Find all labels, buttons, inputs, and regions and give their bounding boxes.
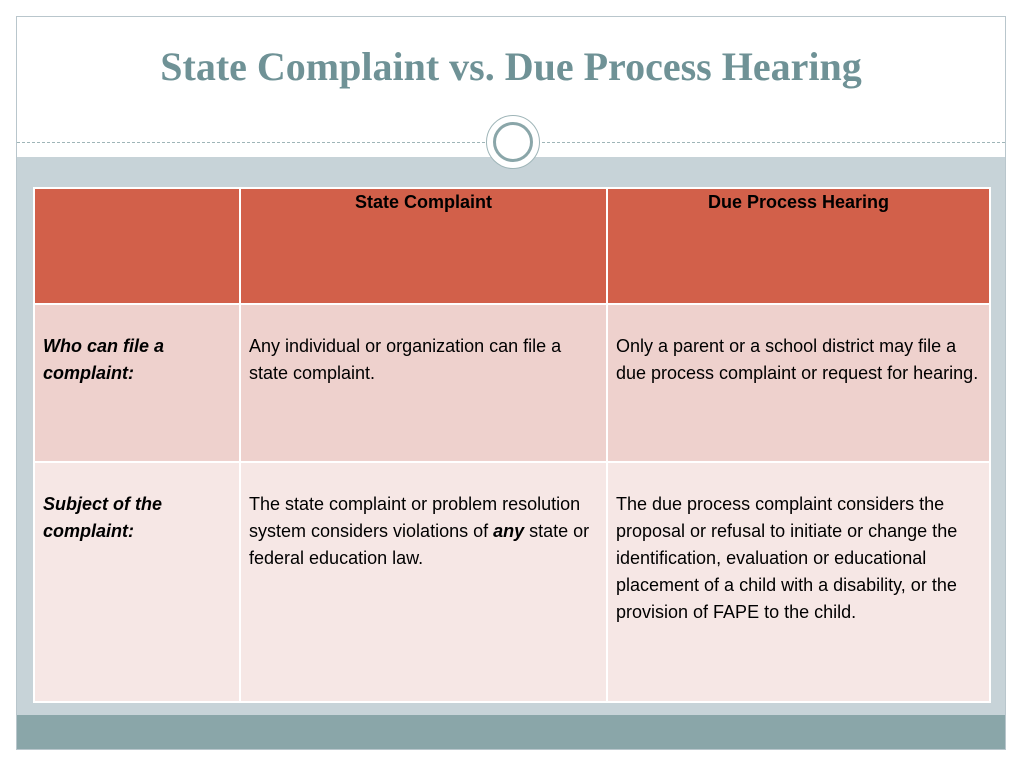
table-header-empty [34, 188, 240, 304]
table-cell-state [240, 462, 607, 702]
state-subject-emphasis: any [493, 521, 525, 541]
row-label-subject: Subject of the complaint: [43, 494, 163, 541]
table-header-state-complaint: State Complaint [240, 188, 607, 304]
bottom-band [17, 715, 1005, 749]
table-row [34, 304, 990, 462]
table-row [34, 462, 990, 702]
table-cell-row-label [34, 304, 240, 462]
table-header-row [34, 188, 990, 304]
slide-frame [16, 16, 1006, 750]
row-label-who-can-file: Who can file a complaint: [43, 336, 165, 383]
table-cell-row-label [34, 462, 240, 702]
table-cell-due-process [607, 304, 990, 462]
table-cell-state [240, 304, 607, 462]
state-who-can-file-text: Any individual or organization can file a state complaint. [249, 336, 562, 383]
state-subject-text-end: state or federal education law. [249, 521, 590, 568]
circle-ornament-icon [486, 115, 540, 169]
state-subject-text-start: The state complaint or problem resolution system considers violations of [249, 494, 581, 541]
due-process-subject-text: The due process complaint considers the proposal or refusal to initiate or change the identification, evaluation or educational placement of a child with a disability, or the provision of FAPE to the child. [616, 494, 958, 622]
table-cell-due-process [607, 462, 990, 702]
due-process-who-can-file-text: Only a parent or a school district may file a due process complaint or request for hearing. [616, 336, 979, 383]
state-subject-text [241, 463, 606, 572]
comparison-table [33, 187, 991, 703]
circle-ornament-inner [493, 122, 533, 162]
table-header-due-process: Due Process Hearing [607, 188, 990, 304]
slide-title: State Complaint vs. Due Process Hearing [160, 44, 862, 89]
